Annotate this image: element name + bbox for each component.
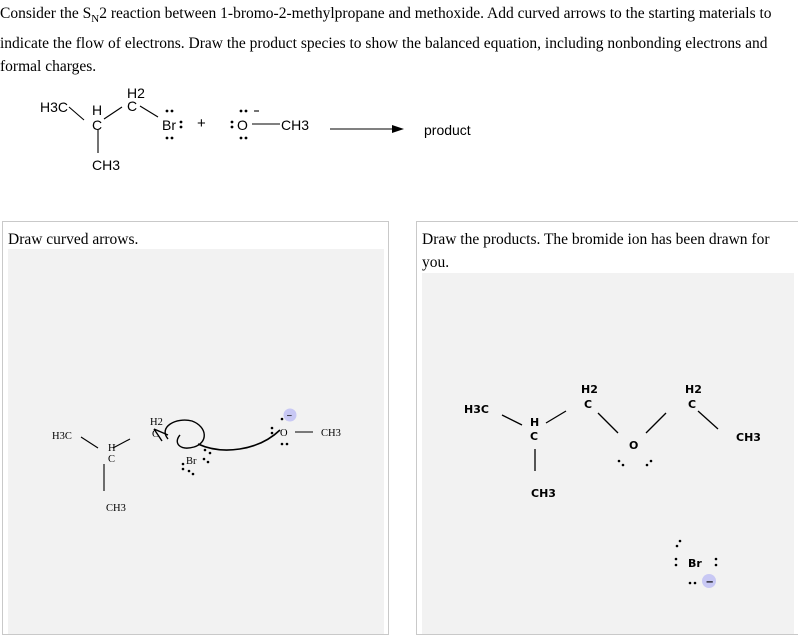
left-br: Br — [186, 456, 197, 467]
curved-arrows-canvas[interactable] — [8, 249, 384, 634]
reactant-ch3: CH3 — [92, 157, 121, 173]
left-h3c: H3C — [52, 431, 72, 442]
right-o: O — [629, 439, 639, 452]
right-c: C — [530, 430, 539, 443]
right-h2-b: H2 — [685, 383, 702, 396]
bromide-charge-sign: − — [705, 577, 714, 588]
curved-arrows-heading: Draw curved arrows. — [8, 231, 139, 248]
right-ch3-bottom: CH3 — [531, 487, 556, 500]
right-structure — [422, 273, 794, 634]
left-charge-sign: − — [286, 411, 293, 422]
left-h: H — [108, 443, 116, 454]
reactant-h3c: H3C — [40, 99, 69, 115]
reactant-c: C — [92, 117, 103, 133]
reactant-br: Br — [162, 117, 176, 133]
reaction-scheme — [0, 75, 798, 185]
left-ch3: CH3 — [106, 503, 126, 514]
product-label: product — [424, 122, 471, 138]
plus-sign: + — [197, 115, 206, 132]
right-c-b: C — [688, 398, 697, 411]
right-h3c: H3C — [464, 403, 489, 416]
right-h: H — [530, 416, 540, 429]
left-c2: C — [152, 429, 160, 440]
reactant-ch2-c: C — [127, 98, 138, 114]
question-text: Consider the $S_N2$ reaction between 1-bromo-2-methylpropane and methoxide. Add curved arrows to the starting materials to indicate the flow of electrons. Draw the product species to show the balanced equation, including nonbonding electrons and formal charges. — [0, 5, 772, 76]
right-o-lone-pairs — [618, 460, 653, 467]
bromide-br: Br — [688, 557, 702, 570]
curved-arrows-panel — [2, 221, 389, 635]
left-h2: H2 — [150, 417, 163, 428]
right-ch3-right: CH3 — [736, 431, 761, 444]
methoxide-ch3: CH3 — [281, 117, 310, 133]
methoxide-o: O — [237, 117, 248, 133]
products-panel — [416, 221, 798, 635]
left-o: O — [280, 428, 288, 439]
left-c: C — [108, 454, 116, 465]
products-heading: Draw the products. The bromide ion has been drawn for you. — [422, 231, 770, 271]
right-c-a: C — [584, 398, 593, 411]
right-h2-a: H2 — [581, 383, 598, 396]
left-structure — [8, 249, 384, 634]
reactant-h: H — [92, 102, 103, 118]
curved-arrow-nucleophile[interactable] — [198, 430, 280, 450]
left-o-ch3: CH3 — [321, 428, 341, 439]
products-canvas[interactable] — [422, 273, 794, 634]
reactant-h2: H2 — [127, 85, 145, 101]
